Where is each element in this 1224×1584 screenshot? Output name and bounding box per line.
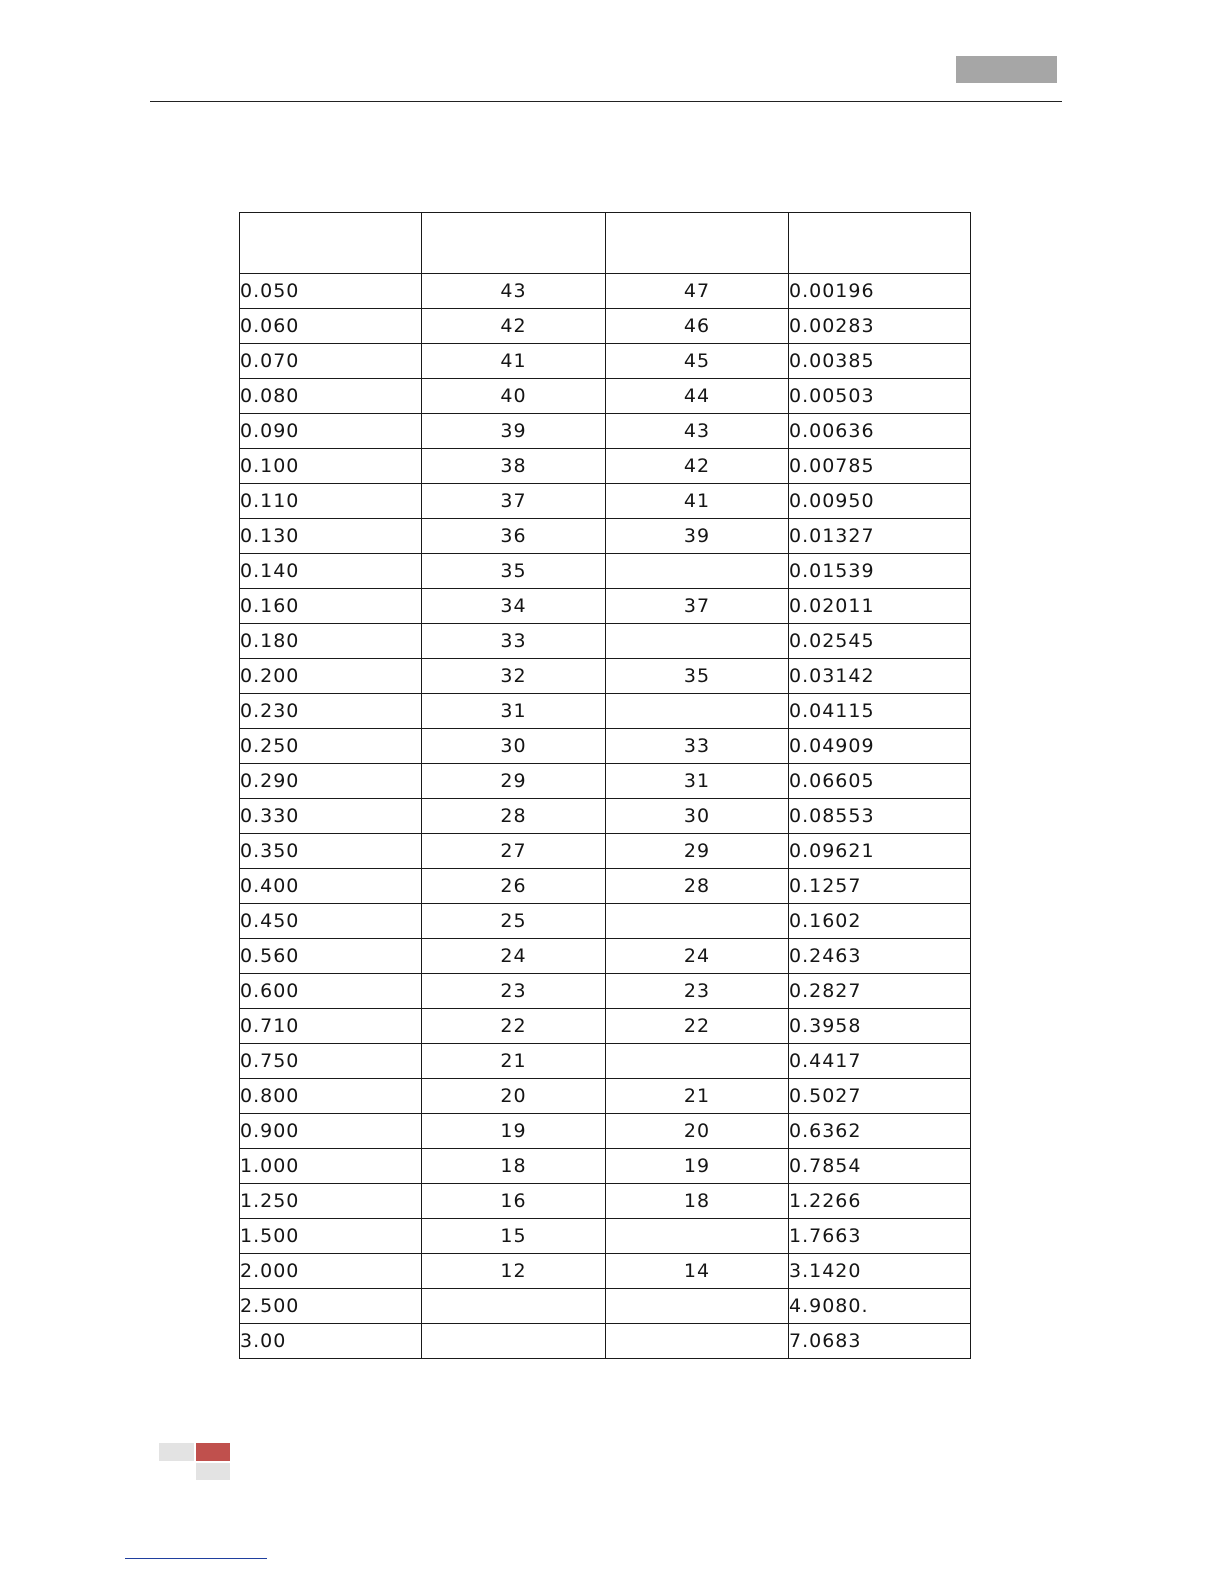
alt-gauge-cell [606,1289,789,1324]
alt-gauge-cell [606,554,789,589]
table-row [240,1044,971,1079]
area-cell: 0.2827 [789,974,971,1009]
diameter-cell: 0.900 [240,1114,422,1149]
gauge-cell: 15 [422,1219,606,1254]
table-row [240,1219,971,1254]
alt-gauge-cell: 30 [606,799,789,834]
diameter-cell: 0.710 [240,1009,422,1044]
diameter-cell: 0.560 [240,939,422,974]
area-cell: 0.00503 [789,379,971,414]
table-row [240,484,971,519]
area-cell: 0.00196 [789,274,971,309]
gauge-cell: 35 [422,554,606,589]
gauge-cell: 30 [422,729,606,764]
gauge-cell: 26 [422,869,606,904]
diameter-cell: 2.500 [240,1289,422,1324]
area-cell: 0.02011 [789,589,971,624]
alt-gauge-cell: 28 [606,869,789,904]
table-row [240,554,971,589]
table-row [240,1114,971,1149]
gauge-cell: 38 [422,449,606,484]
alt-gauge-cell: 29 [606,834,789,869]
diameter-cell: 3.00 [240,1324,422,1359]
alt-gauge-cell: 22 [606,1009,789,1044]
alt-gauge-cell: 21 [606,1079,789,1114]
header-tab-block [956,56,1057,83]
diameter-cell: 0.800 [240,1079,422,1114]
alt-gauge-cell: 43 [606,414,789,449]
gauge-cell: 20 [422,1079,606,1114]
alt-gauge-cell: 33 [606,729,789,764]
alt-gauge-cell: 41 [606,484,789,519]
area-cell: 0.3958 [789,1009,971,1044]
diameter-cell: 0.050 [240,274,422,309]
area-cell: 0.00385 [789,344,971,379]
gauge-cell: 42 [422,309,606,344]
area-cell: 0.00785 [789,449,971,484]
diameter-cell: 0.070 [240,344,422,379]
diameter-cell: 0.230 [240,694,422,729]
diameter-cell: 0.080 [240,379,422,414]
header-divider [150,101,1062,102]
area-cell: 0.02545 [789,624,971,659]
alt-gauge-cell: 31 [606,764,789,799]
diameter-cell: 1.250 [240,1184,422,1219]
wire-gauge-table-container [239,212,971,1359]
area-cell: 0.00950 [789,484,971,519]
table-row [240,904,971,939]
gauge-cell: 33 [422,624,606,659]
table-row [240,764,971,799]
gauge-cell: 19 [422,1114,606,1149]
gauge-cell: 41 [422,344,606,379]
gauge-cell: 29 [422,764,606,799]
footer-link-underline [125,1558,267,1559]
area-cell: 0.03142 [789,659,971,694]
table-row [240,1184,971,1219]
footer-accent-block [196,1443,230,1461]
table-row [240,624,971,659]
table-row [240,729,971,764]
table-row [240,1254,971,1289]
diameter-cell: 0.090 [240,414,422,449]
alt-gauge-cell: 20 [606,1114,789,1149]
table-row [240,1149,971,1184]
alt-gauge-cell: 46 [606,309,789,344]
area-cell: 0.00283 [789,309,971,344]
alt-gauge-cell: 47 [606,274,789,309]
diameter-cell: 2.000 [240,1254,422,1289]
diameter-cell: 0.450 [240,904,422,939]
diameter-cell: 0.130 [240,519,422,554]
alt-gauge-cell: 42 [606,449,789,484]
gauge-cell: 12 [422,1254,606,1289]
alt-gauge-cell: 44 [606,379,789,414]
table-row [240,274,971,309]
alt-gauge-cell: 23 [606,974,789,1009]
alt-gauge-cell [606,1219,789,1254]
table-row [240,694,971,729]
header-cell-1 [240,213,422,274]
area-cell: 0.4417 [789,1044,971,1079]
gauge-cell: 32 [422,659,606,694]
area-cell: 0.04909 [789,729,971,764]
diameter-cell: 0.110 [240,484,422,519]
gauge-cell: 27 [422,834,606,869]
area-cell: 0.7854 [789,1149,971,1184]
diameter-cell: 0.100 [240,449,422,484]
gauge-cell: 34 [422,589,606,624]
alt-gauge-cell [606,694,789,729]
header-cell-2 [422,213,606,274]
diameter-cell: 1.000 [240,1149,422,1184]
gauge-cell: 24 [422,939,606,974]
gauge-cell: 28 [422,799,606,834]
gauge-cell [422,1289,606,1324]
alt-gauge-cell: 39 [606,519,789,554]
table-row [240,309,971,344]
table-header-row [240,213,971,274]
table-row [240,659,971,694]
area-cell: 0.2463 [789,939,971,974]
diameter-cell: 0.750 [240,1044,422,1079]
diameter-cell: 0.200 [240,659,422,694]
area-cell: 0.6362 [789,1114,971,1149]
footer-grey-block [159,1443,194,1461]
diameter-cell: 0.140 [240,554,422,589]
table-row [240,379,971,414]
diameter-cell: 0.180 [240,624,422,659]
gauge-cell: 43 [422,274,606,309]
header-cell-4 [789,213,971,274]
table-row [240,939,971,974]
area-cell: 0.04115 [789,694,971,729]
table-row [240,1324,971,1359]
table-body [240,274,971,1359]
footer-grey-sub-block [196,1463,230,1480]
gauge-cell: 39 [422,414,606,449]
gauge-cell: 31 [422,694,606,729]
area-cell: 0.5027 [789,1079,971,1114]
table-row [240,589,971,624]
alt-gauge-cell: 37 [606,589,789,624]
table-row [240,449,971,484]
diameter-cell: 1.500 [240,1219,422,1254]
gauge-cell: 40 [422,379,606,414]
gauge-cell: 22 [422,1009,606,1044]
area-cell: 0.1602 [789,904,971,939]
alt-gauge-cell [606,1044,789,1079]
table-row [240,799,971,834]
table-row [240,869,971,904]
wire-gauge-table [239,212,971,1359]
diameter-cell: 0.250 [240,729,422,764]
area-cell: 0.00636 [789,414,971,449]
gauge-cell: 37 [422,484,606,519]
diameter-cell: 0.290 [240,764,422,799]
diameter-cell: 0.330 [240,799,422,834]
gauge-cell: 21 [422,1044,606,1079]
area-cell: 1.7663 [789,1219,971,1254]
table-row [240,1289,971,1324]
header-cell-3 [606,213,789,274]
gauge-cell: 18 [422,1149,606,1184]
area-cell: 3.1420 [789,1254,971,1289]
diameter-cell: 0.060 [240,309,422,344]
alt-gauge-cell: 14 [606,1254,789,1289]
area-cell: 7.0683 [789,1324,971,1359]
area-cell: 0.09621 [789,834,971,869]
table-row [240,834,971,869]
table-row [240,1009,971,1044]
alt-gauge-cell [606,904,789,939]
area-cell: 0.01327 [789,519,971,554]
table-row [240,1079,971,1114]
alt-gauge-cell: 24 [606,939,789,974]
gauge-cell: 25 [422,904,606,939]
table-row [240,344,971,379]
gauge-cell: 36 [422,519,606,554]
area-cell: 1.2266 [789,1184,971,1219]
alt-gauge-cell: 35 [606,659,789,694]
gauge-cell: 23 [422,974,606,1009]
area-cell: 0.06605 [789,764,971,799]
gauge-cell: 16 [422,1184,606,1219]
alt-gauge-cell: 18 [606,1184,789,1219]
area-cell: 0.01539 [789,554,971,589]
diameter-cell: 0.350 [240,834,422,869]
table-row [240,414,971,449]
diameter-cell: 0.400 [240,869,422,904]
alt-gauge-cell [606,624,789,659]
area-cell: 0.1257 [789,869,971,904]
diameter-cell: 0.600 [240,974,422,1009]
area-cell: 4.9080. [789,1289,971,1324]
alt-gauge-cell: 19 [606,1149,789,1184]
alt-gauge-cell: 45 [606,344,789,379]
alt-gauge-cell [606,1324,789,1359]
table-row [240,519,971,554]
table-row [240,974,971,1009]
diameter-cell: 0.160 [240,589,422,624]
area-cell: 0.08553 [789,799,971,834]
gauge-cell [422,1324,606,1359]
